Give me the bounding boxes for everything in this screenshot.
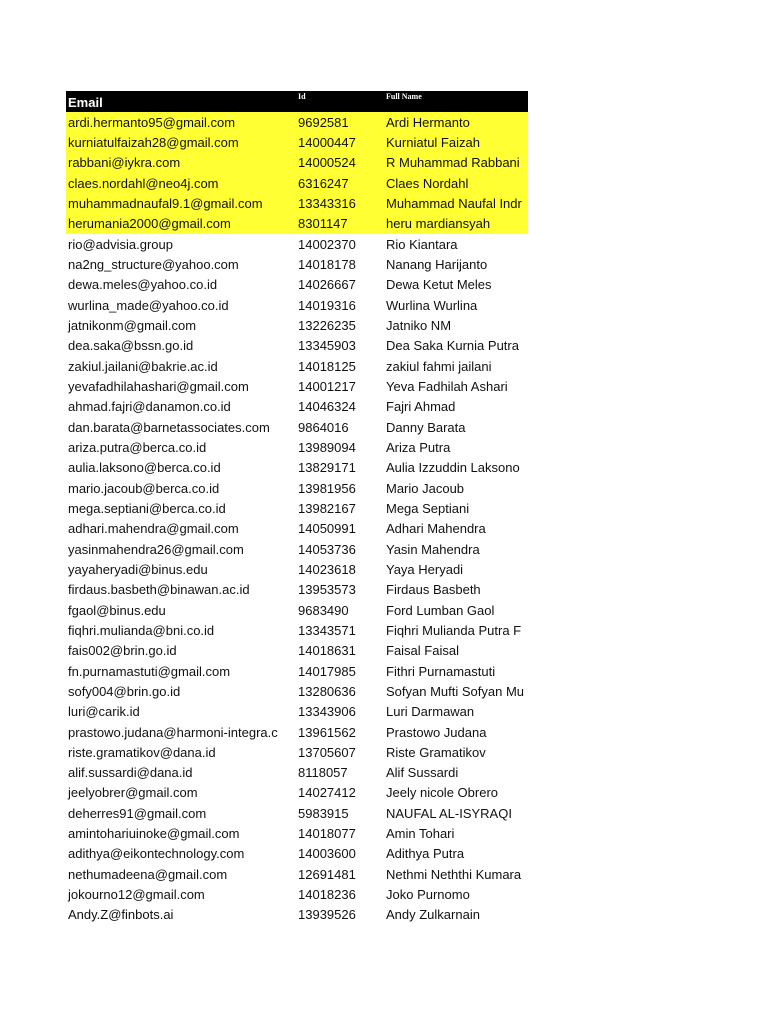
cell-email[interactable]: firdaus.basbeth@binawan.ac.id xyxy=(68,582,250,598)
table-row[interactable] xyxy=(66,884,528,904)
cell-full-name[interactable]: Ford Lumban Gaol xyxy=(386,602,495,618)
table-row[interactable] xyxy=(66,722,528,742)
cell-email[interactable]: dea.saka@bssn.go.id xyxy=(68,338,194,354)
table-row[interactable] xyxy=(66,702,528,722)
cell-full-name[interactable]: Andy Zulkarnain xyxy=(386,907,480,923)
cell-email[interactable]: fgaol@binus.edu xyxy=(68,602,166,618)
cell-id[interactable]: 13343316 xyxy=(298,195,356,211)
cell-id[interactable]: 12691481 xyxy=(298,866,356,882)
cell-email[interactable]: wurlina_made@yahoo.co.id xyxy=(68,297,229,313)
cell-email[interactable]: riste.gramatikov@dana.id xyxy=(68,744,216,760)
cell-full-name[interactable]: heru mardiansyah xyxy=(386,216,491,232)
cell-id[interactable]: 14000447 xyxy=(298,134,356,150)
cell-id[interactable]: 13982167 xyxy=(298,500,356,516)
cell-id[interactable]: 13343571 xyxy=(298,622,356,638)
table-row[interactable] xyxy=(66,559,528,579)
cell-id[interactable]: 13829171 xyxy=(298,460,356,476)
table-row[interactable] xyxy=(66,254,528,274)
cell-id[interactable]: 14018125 xyxy=(298,358,356,374)
cell-id[interactable]: 14000524 xyxy=(298,155,356,171)
cell-full-name[interactable]: Muhammad Naufal Indr xyxy=(386,195,522,211)
table-row[interactable] xyxy=(66,600,528,620)
cell-full-name[interactable]: Kurniatul Faizah xyxy=(386,134,480,150)
cell-full-name[interactable]: Adithya Putra xyxy=(386,846,465,862)
table-row[interactable] xyxy=(66,823,528,843)
table-row[interactable] xyxy=(66,112,528,132)
table-row[interactable] xyxy=(66,458,528,478)
cell-full-name[interactable]: Yasin Mahendra xyxy=(386,541,480,557)
cell-id[interactable]: 14017985 xyxy=(298,663,356,679)
table-row[interactable] xyxy=(66,132,528,152)
cell-full-name[interactable]: Joko Purnomo xyxy=(386,887,470,903)
table-row[interactable] xyxy=(66,539,528,559)
table-row[interactable] xyxy=(66,783,528,803)
cell-full-name[interactable]: Yeva Fadhilah Ashari xyxy=(386,378,508,394)
cell-email[interactable]: Andy.Z@finbots.ai xyxy=(68,907,174,923)
cell-email[interactable]: prastowo.judana@harmoni-integra.c xyxy=(68,724,278,740)
cell-email[interactable]: sofy004@brin.go.id xyxy=(68,683,181,699)
table-row[interactable] xyxy=(66,275,528,295)
cell-email[interactable]: dewa.meles@yahoo.co.id xyxy=(68,277,218,293)
cell-email[interactable]: claes.nordahl@neo4j.com xyxy=(68,175,219,191)
cell-email[interactable]: jeelyobrer@gmail.com xyxy=(68,785,198,801)
cell-id[interactable]: 14050991 xyxy=(298,521,356,537)
table-row[interactable] xyxy=(66,478,528,498)
cell-id[interactable]: 14018178 xyxy=(298,256,356,272)
cell-email[interactable]: yasinmahendra26@gmail.com xyxy=(68,541,244,557)
cell-email[interactable]: deherres91@gmail.com xyxy=(68,805,207,821)
cell-email[interactable]: yayaheryadi@binus.edu xyxy=(68,561,208,577)
table-row[interactable] xyxy=(66,417,528,437)
cell-full-name[interactable]: Jeely nicole Obrero xyxy=(386,785,498,801)
table-row[interactable] xyxy=(66,153,528,173)
cell-id[interactable]: 14026667 xyxy=(298,277,356,293)
cell-full-name[interactable]: Dewa Ketut Meles xyxy=(386,277,492,293)
cell-email[interactable]: rio@advisia.group xyxy=(68,236,173,252)
cell-id[interactable]: 13989094 xyxy=(298,439,356,455)
cell-full-name[interactable]: NAUFAL AL-ISYRAQI xyxy=(386,805,512,821)
cell-id[interactable]: 6316247 xyxy=(298,175,349,191)
cell-full-name[interactable]: Firdaus Basbeth xyxy=(386,582,481,598)
cell-id[interactable]: 13343906 xyxy=(298,704,356,720)
table-row[interactable] xyxy=(66,580,528,600)
cell-email[interactable]: herumania2000@gmail.com xyxy=(68,216,231,232)
cell-email[interactable]: ardi.hermanto95@gmail.com xyxy=(68,114,236,130)
table-row[interactable] xyxy=(66,173,528,193)
cell-id[interactable]: 14018077 xyxy=(298,826,356,842)
cell-email[interactable]: nethumadeena@gmail.com xyxy=(68,866,228,882)
cell-id[interactable]: 14053736 xyxy=(298,541,356,557)
cell-full-name[interactable]: Fiqhri Mulianda Putra F xyxy=(386,622,522,638)
cell-full-name[interactable]: Yaya Heryadi xyxy=(386,561,464,577)
cell-email[interactable]: aulia.laksono@berca.co.id xyxy=(68,460,221,476)
cell-email[interactable]: na2ng_structure@yahoo.com xyxy=(68,256,239,272)
cell-full-name[interactable]: Fajri Ahmad xyxy=(386,399,456,415)
cell-full-name[interactable]: Ardi Hermanto xyxy=(386,114,470,130)
cell-email[interactable]: jatnikonm@gmail.com xyxy=(68,317,197,333)
cell-id[interactable]: 9864016 xyxy=(298,419,349,435)
cell-id[interactable]: 8301147 xyxy=(298,216,348,232)
cell-email[interactable]: amintohariuinoke@gmail.com xyxy=(68,826,240,842)
cell-full-name[interactable]: Fithri Purnamastuti xyxy=(386,663,496,679)
column-header-full-name[interactable]: Full Name xyxy=(386,92,422,101)
cell-full-name[interactable]: Faisal Faisal xyxy=(386,643,459,659)
cell-full-name[interactable]: Luri Darmawan xyxy=(386,704,475,720)
table-body xyxy=(66,112,528,925)
cell-email[interactable]: rabbani@iykra.com xyxy=(68,155,181,171)
cell-id[interactable]: 9692581 xyxy=(298,114,349,130)
cell-id[interactable]: 13280636 xyxy=(298,683,356,699)
cell-full-name[interactable]: Adhari Mahendra xyxy=(386,521,486,537)
cell-full-name[interactable]: zakiul fahmi jailani xyxy=(386,358,492,374)
table-row[interactable] xyxy=(66,864,528,884)
cell-id[interactable]: 9683490 xyxy=(298,602,349,618)
cell-id[interactable]: 14027412 xyxy=(298,785,356,801)
cell-full-name[interactable]: Jatniko NM xyxy=(386,317,452,333)
cell-email[interactable]: muhammadnaufal9.1@gmail.com xyxy=(68,195,263,211)
cell-id[interactable]: 13345903 xyxy=(298,338,356,354)
cell-full-name[interactable]: R Muhammad Rabbani xyxy=(386,155,520,171)
table-row[interactable] xyxy=(66,437,528,457)
table-row[interactable] xyxy=(66,193,528,213)
cell-full-name[interactable]: Mario Jacoub xyxy=(386,480,465,496)
cell-full-name[interactable]: Wurlina Wurlina xyxy=(386,297,478,313)
column-header-id[interactable]: Id xyxy=(298,92,306,101)
cell-email[interactable]: adhari.mahendra@gmail.com xyxy=(68,521,239,537)
table-row[interactable] xyxy=(66,356,528,376)
cell-full-name[interactable]: Dea Saka Kurnia Putra xyxy=(386,338,519,354)
cell-full-name[interactable]: Sofyan Mufti Sofyan Mu xyxy=(386,683,525,699)
cell-full-name[interactable]: Rio Kiantara xyxy=(386,236,458,252)
cell-id[interactable]: 13705607 xyxy=(298,744,356,760)
cell-email[interactable]: jokourno12@gmail.com xyxy=(68,887,205,903)
cell-id[interactable]: 14001217 xyxy=(298,378,356,394)
cell-full-name[interactable]: Nethmi Neththi Kumara xyxy=(386,866,522,882)
cell-full-name[interactable]: Nanang Harijanto xyxy=(386,256,488,272)
cell-id[interactable]: 14018631 xyxy=(298,643,356,659)
table-row[interactable] xyxy=(66,763,528,783)
cell-email[interactable]: ariza.putra@berca.co.id xyxy=(68,439,207,455)
cell-id[interactable]: 13939526 xyxy=(298,907,356,923)
cell-email[interactable]: yevafadhilahashari@gmail.com xyxy=(68,378,249,394)
cell-full-name[interactable]: Ariza Putra xyxy=(386,439,451,455)
cell-id[interactable]: 13953573 xyxy=(298,582,356,598)
cell-email[interactable]: ahmad.fajri@danamon.co.id xyxy=(68,399,231,415)
cell-id[interactable]: 14019316 xyxy=(298,297,356,313)
cell-full-name[interactable]: Riste Gramatikov xyxy=(386,744,486,760)
cell-id[interactable]: 13226235 xyxy=(298,317,356,333)
cell-id[interactable]: 5983915 xyxy=(298,805,349,821)
table-row[interactable] xyxy=(66,803,528,823)
cell-full-name[interactable]: Claes Nordahl xyxy=(386,175,469,191)
cell-id[interactable]: 14018236 xyxy=(298,887,356,903)
spreadsheet-table xyxy=(66,91,528,925)
cell-email[interactable]: fn.purnamastuti@gmail.com xyxy=(68,663,231,679)
column-header-email[interactable]: Email xyxy=(68,95,103,110)
table-row[interactable] xyxy=(66,214,528,234)
cell-full-name[interactable]: Prastowo Judana xyxy=(386,724,487,740)
table-row[interactable] xyxy=(66,519,528,539)
table-row[interactable] xyxy=(66,498,528,518)
cell-full-name[interactable]: Alif Sussardi xyxy=(386,765,459,781)
cell-email[interactable]: mega.septiani@berca.co.id xyxy=(68,500,226,516)
cell-full-name[interactable]: Danny Barata xyxy=(386,419,466,435)
table-row[interactable] xyxy=(66,661,528,681)
cell-full-name[interactable]: Aulia Izzuddin Laksono xyxy=(386,460,520,476)
table-row[interactable] xyxy=(66,315,528,335)
table-row[interactable] xyxy=(66,844,528,864)
cell-full-name[interactable]: Amin Tohari xyxy=(386,826,455,842)
table-row[interactable] xyxy=(66,397,528,417)
table-row[interactable] xyxy=(66,376,528,396)
table-row[interactable] xyxy=(66,905,528,925)
header-row xyxy=(66,91,528,112)
cell-email[interactable]: fais002@brin.go.id xyxy=(68,643,177,659)
cell-id[interactable]: 8118057 xyxy=(298,765,348,781)
cell-id[interactable]: 14002370 xyxy=(298,236,356,252)
cell-email[interactable]: adithya@eikontechnology.com xyxy=(68,846,245,862)
cell-email[interactable]: zakiul.jailani@bakrie.ac.id xyxy=(68,358,218,374)
table-row[interactable] xyxy=(66,681,528,701)
table-row[interactable] xyxy=(66,620,528,640)
cell-id[interactable]: 14046324 xyxy=(298,399,356,415)
cell-id[interactable]: 13981956 xyxy=(298,480,356,496)
cell-email[interactable]: kurniatulfaizah28@gmail.com xyxy=(68,134,239,150)
table-row[interactable] xyxy=(66,641,528,661)
cell-email[interactable]: alif.sussardi@dana.id xyxy=(68,765,193,781)
cell-full-name[interactable]: Mega Septiani xyxy=(386,500,470,516)
cell-email[interactable]: luri@carik.id xyxy=(68,704,140,720)
cell-id[interactable]: 13961562 xyxy=(298,724,356,740)
cell-email[interactable]: fiqhri.mulianda@bni.co.id xyxy=(68,622,215,638)
table-row[interactable] xyxy=(66,742,528,762)
table-row[interactable] xyxy=(66,336,528,356)
cell-id[interactable]: 14003600 xyxy=(298,846,356,862)
cell-id[interactable]: 14023618 xyxy=(298,561,356,577)
cell-email[interactable]: dan.barata@barnetassociates.com xyxy=(68,419,270,435)
table-row[interactable] xyxy=(66,295,528,315)
table-row[interactable] xyxy=(66,234,528,254)
cell-email[interactable]: mario.jacoub@berca.co.id xyxy=(68,480,220,496)
